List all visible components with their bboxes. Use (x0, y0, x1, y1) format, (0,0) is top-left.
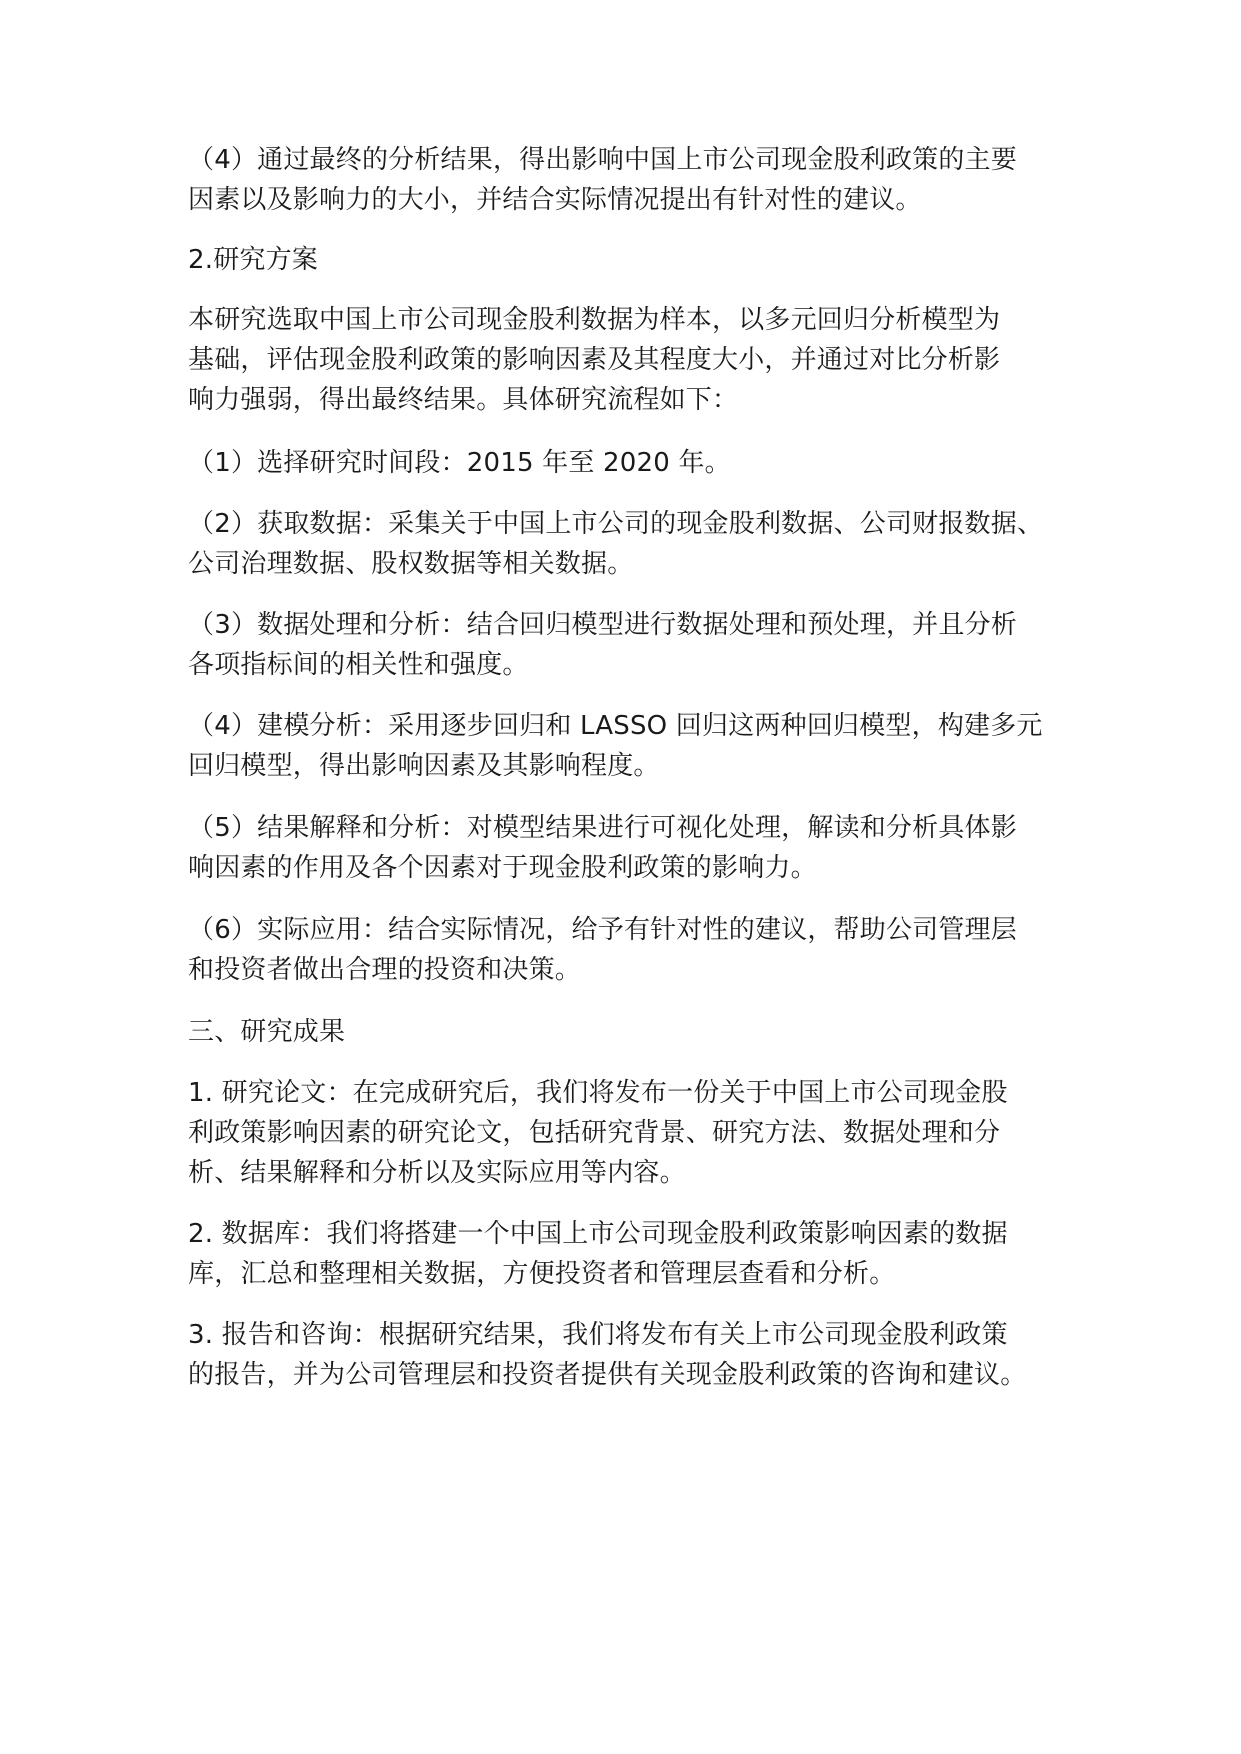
paragraph-line: 基础，评估现金股利政策的影响因素及其程度大小，并通过对比分析影 (188, 345, 1001, 375)
list-item-line: 2. 数据库：我们将搭建一个中国上市公司现金股利政策影响因素的数据 (188, 1219, 1008, 1249)
section-heading: 2.研究方案 (188, 245, 319, 275)
list-item-line: 析、结果解释和分析以及实际应用等内容。 (188, 1158, 686, 1188)
list-item-line: 库，汇总和整理相关数据，方便投资者和管理层查看和分析。 (188, 1259, 896, 1289)
list-item-line: （6）实际应用：结合实际情况，给予有针对性的建议，帮助公司管理层 (188, 915, 1017, 945)
paragraph-line: （4）通过最终的分析结果，得出影响中国上市公司现金股利政策的主要 (188, 145, 1017, 175)
list-item-line: 1. 研究论文：在完成研究后，我们将发布一份关于中国上市公司现金股 (188, 1078, 1008, 1108)
list-item-line: 3. 报告和咨询：根据研究结果，我们将发布有关上市公司现金股利政策 (188, 1320, 1008, 1350)
list-item-line: 和投资者做出合理的投资和决策。 (188, 955, 582, 985)
list-item-line: 利政策影响因素的研究论文，包括研究背景、研究方法、数据处理和分 (188, 1118, 1001, 1148)
list-item-line: （5）结果解释和分析：对模型结果进行可视化处理，解读和分析具体影 (188, 813, 1017, 843)
list-item-line: 回归模型，得出影响因素及其影响程度。 (188, 751, 660, 781)
list-item-line: 响因素的作用及各个因素对于现金股利政策的影响力。 (188, 853, 817, 883)
list-item-line: （4）建模分析：采用逐步回归和 LASSO 回归这两种回归模型，构建多元 (188, 711, 1043, 741)
section-heading: 三、研究成果 (188, 1017, 346, 1047)
paragraph-line: 本研究选取中国上市公司现金股利数据为样本，以多元回归分析模型为 (188, 305, 1001, 335)
list-item-line: （2）获取数据：采集关于中国上市公司的现金股利数据、公司财报数据、 (188, 509, 1044, 539)
paragraph-line: 响力强弱，得出最终结果。具体研究流程如下： (188, 385, 739, 415)
list-item-line: （1）选择研究时间段：2015 年至 2020 年。 (188, 448, 731, 478)
paragraph-line: 因素以及影响力的大小，并结合实际情况提出有针对性的建议。 (188, 185, 922, 215)
list-item-line: （3）数据处理和分析：结合回归模型进行数据处理和预处理，并且分析 (188, 610, 1017, 640)
list-item-line: 公司治理数据、股权数据等相关数据。 (188, 549, 634, 579)
list-item-line: 的报告，并为公司管理层和投资者提供有关现金股利政策的咨询和建议。 (188, 1360, 1027, 1390)
list-item-line: 各项指标间的相关性和强度。 (188, 650, 529, 680)
